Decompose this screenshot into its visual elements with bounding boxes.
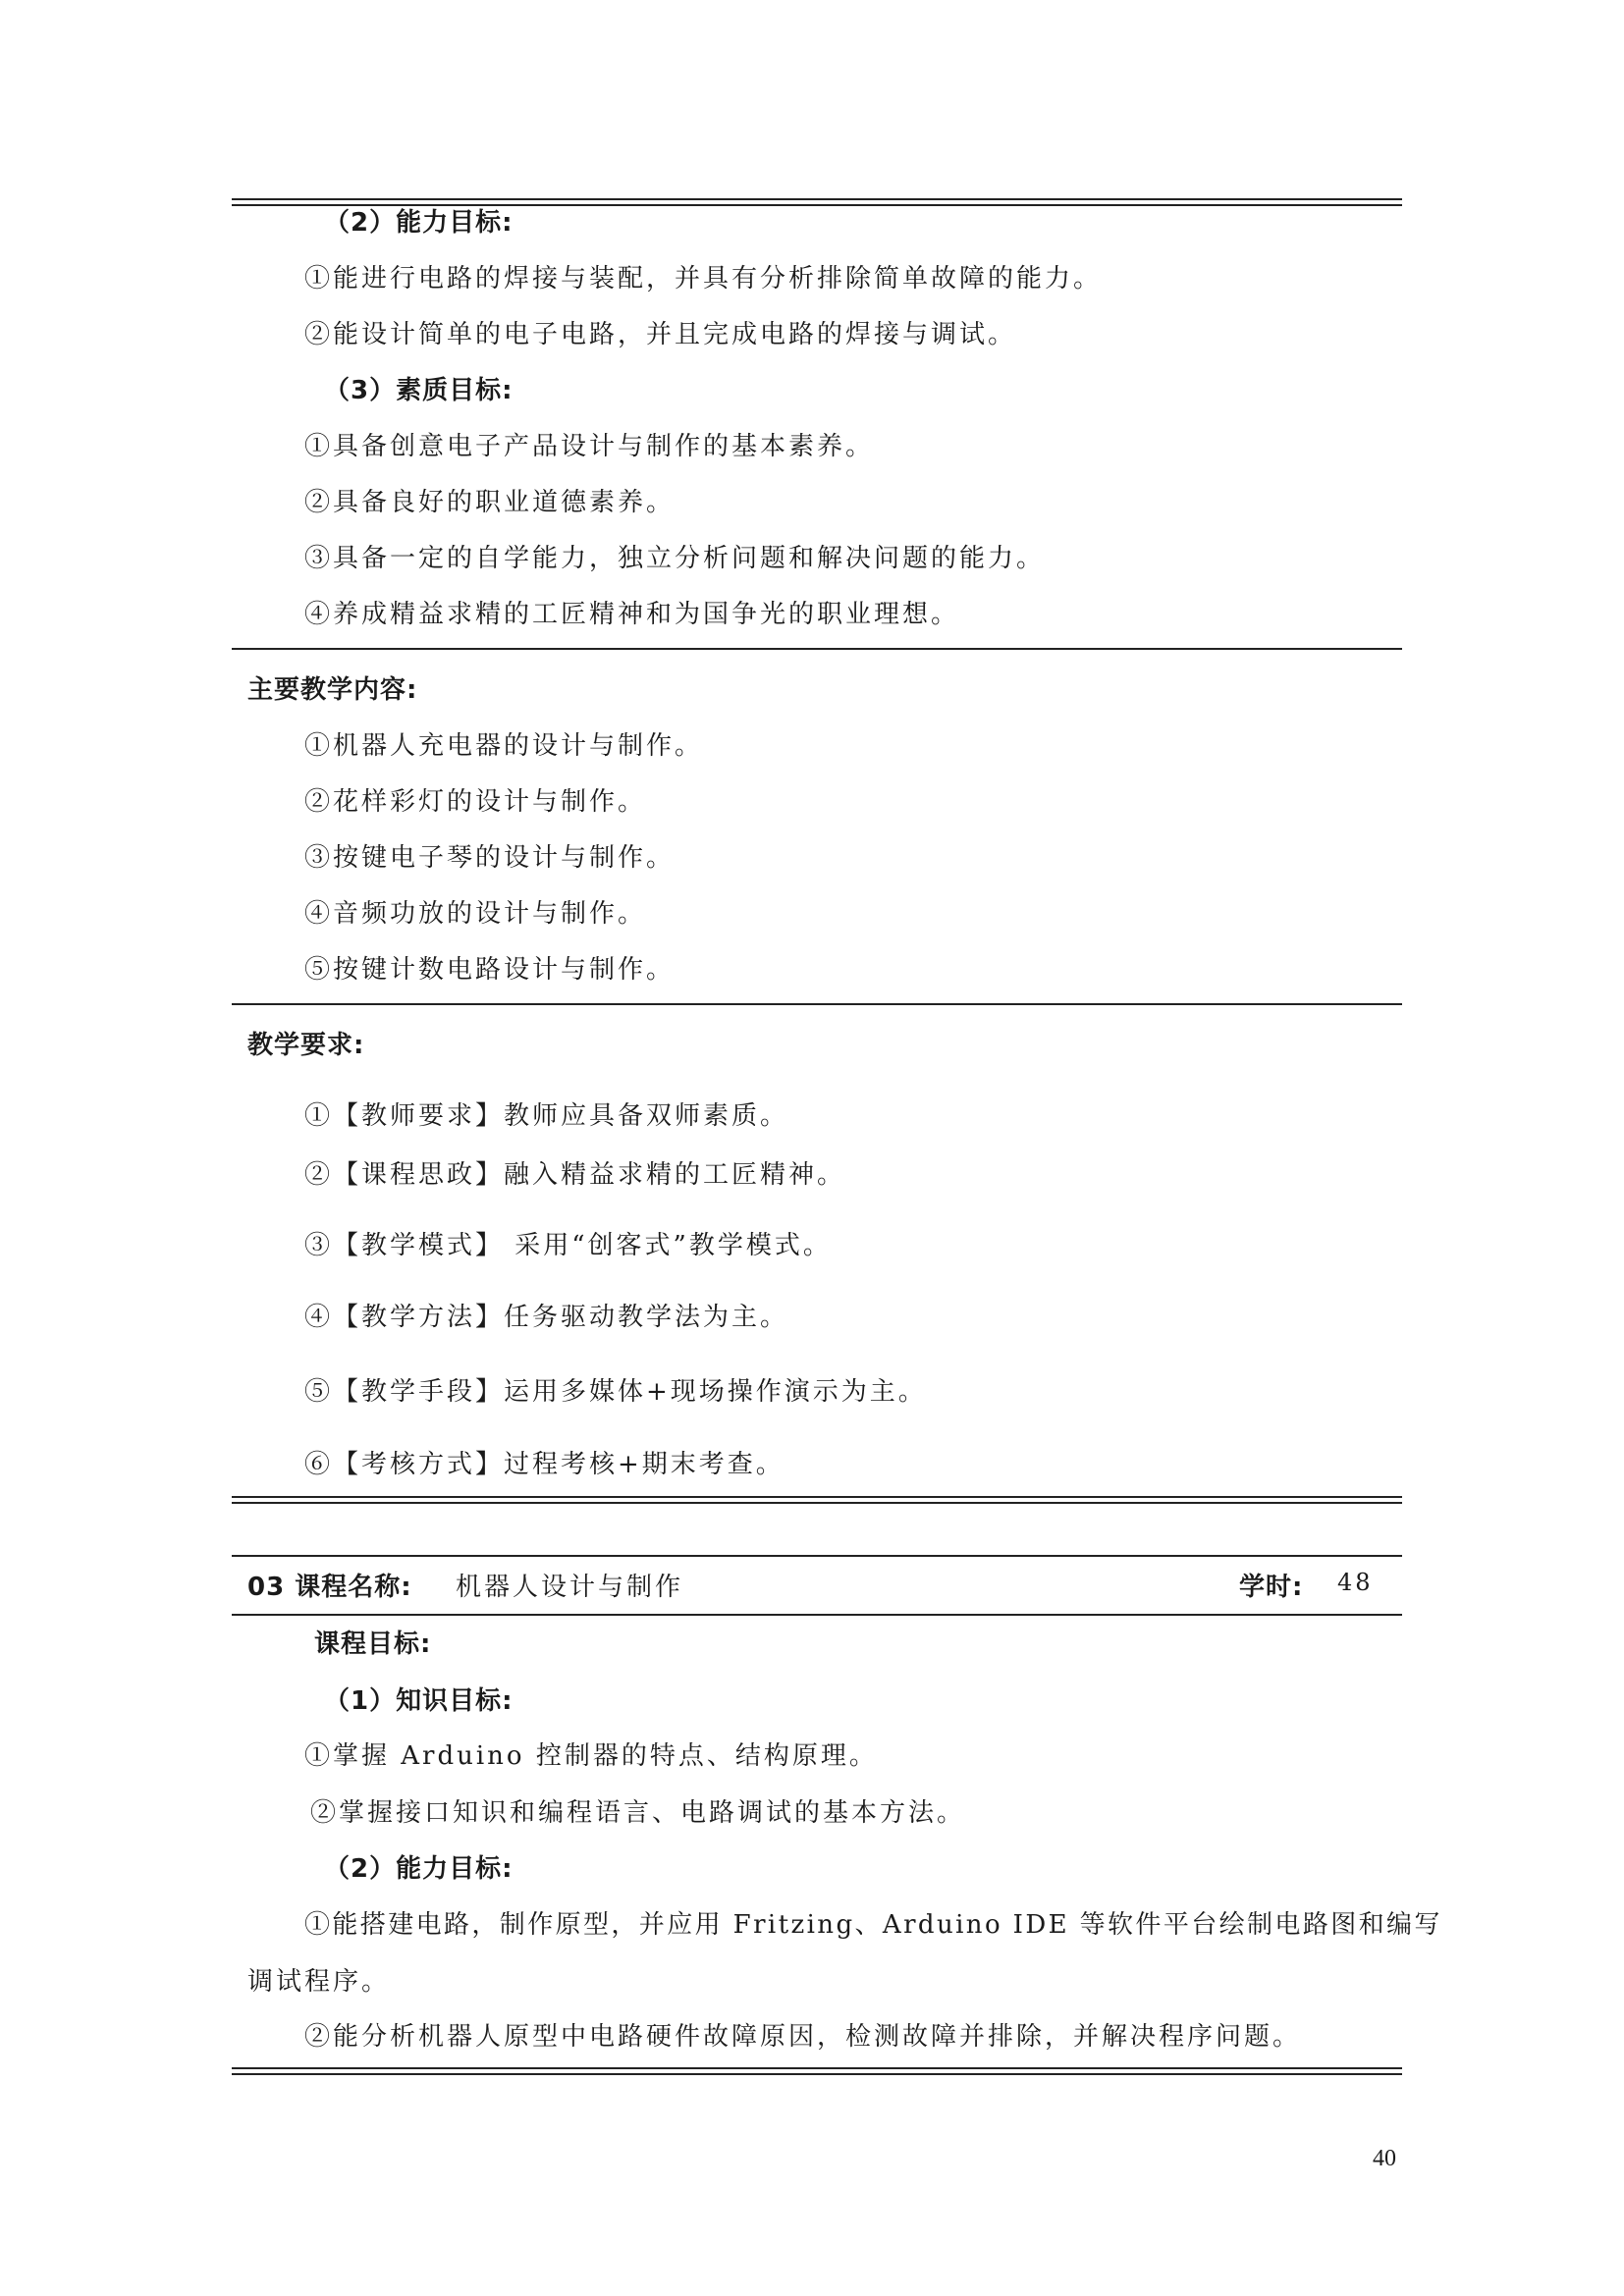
knowledge-item-1: ①掌握 Arduino 控制器的特点、结构原理。 (304, 1741, 878, 1771)
course-header-top-rule (232, 1555, 1402, 1557)
knowledge-item-2: ②掌握接口知识和编程语言、电路调试的基本方法。 (310, 1798, 966, 1828)
ability-item-1: ①能进行电路的焊接与装配，并具有分析排除简单故障的能力。 (304, 264, 1103, 294)
content-item-2: ②花样彩灯的设计与制作。 (304, 787, 647, 817)
quality-item-3: ③具备一定的自学能力，独立分析问题和解决问题的能力。 (304, 544, 1046, 573)
bottom-divider (232, 2067, 1402, 2075)
course-hours-label: 学时: (1239, 1573, 1304, 1602)
quality-heading: （3）素质目标: (324, 376, 514, 405)
divider (232, 648, 1402, 650)
divider (232, 1003, 1402, 1005)
course-ability-item-1: ①能搭建电路，制作原型，并应用 Fritzing、Arduino IDE 等软件平台绘制电路图和编写 (304, 1910, 1442, 1940)
content-item-3: ③按键电子琴的设计与制作。 (304, 843, 676, 873)
requirement-item-2: ②【课程思政】融入精益求精的工匠精神。 (304, 1160, 846, 1190)
requirement-item-6: ⑥【考核方式】过程考核+期末考查。 (304, 1450, 785, 1479)
page-number: 40 (1373, 2146, 1396, 2171)
quality-item-2: ②具备良好的职业道德素养。 (304, 488, 676, 517)
content-item-4: ④音频功放的设计与制作。 (304, 899, 647, 929)
section-end-divider (232, 1496, 1402, 1504)
content-heading: 主要教学内容: (247, 675, 418, 705)
course-ability-item-2: ②能分析机器人原型中电路硬件故障原因，检测故障并排除，并解决程序问题。 (304, 2022, 1302, 2052)
requirement-item-3: ③【教学模式】 采用“创客式”教学模式。 (304, 1231, 832, 1260)
requirement-item-5: ⑤【教学手段】运用多媒体+现场操作演示为主。 (304, 1377, 927, 1407)
content-item-5: ⑤按键计数电路设计与制作。 (304, 955, 676, 985)
content-item-1: ①机器人充电器的设计与制作。 (304, 731, 704, 761)
requirements-heading: 教学要求: (247, 1031, 365, 1060)
ability-item-2: ②能设计简单的电子电路，并且完成电路的焊接与调试。 (304, 320, 1017, 349)
course-name: 机器人设计与制作 (456, 1573, 684, 1602)
requirement-item-4: ④【教学方法】任务驱动教学法为主。 (304, 1303, 789, 1332)
ability-heading: （2）能力目标: (324, 208, 514, 238)
course-code-label: 03 课程名称: (247, 1573, 412, 1602)
quality-item-4: ④养成精益求精的工匠精神和为国争光的职业理想。 (304, 600, 960, 629)
knowledge-heading: （1）知识目标: (324, 1686, 514, 1716)
quality-item-1: ①具备创意电子产品设计与制作的基本素养。 (304, 432, 875, 461)
goals-heading: 课程目标: (314, 1629, 432, 1659)
course-hours: 48 (1337, 1569, 1374, 1596)
requirement-item-1: ①【教师要求】教师应具备双师素质。 (304, 1101, 789, 1131)
course-ability-item-1-cont: 调试程序。 (247, 1967, 391, 1997)
course-header-bottom-rule (232, 1614, 1402, 1616)
course-ability-heading: （2）能力目标: (324, 1854, 514, 1884)
